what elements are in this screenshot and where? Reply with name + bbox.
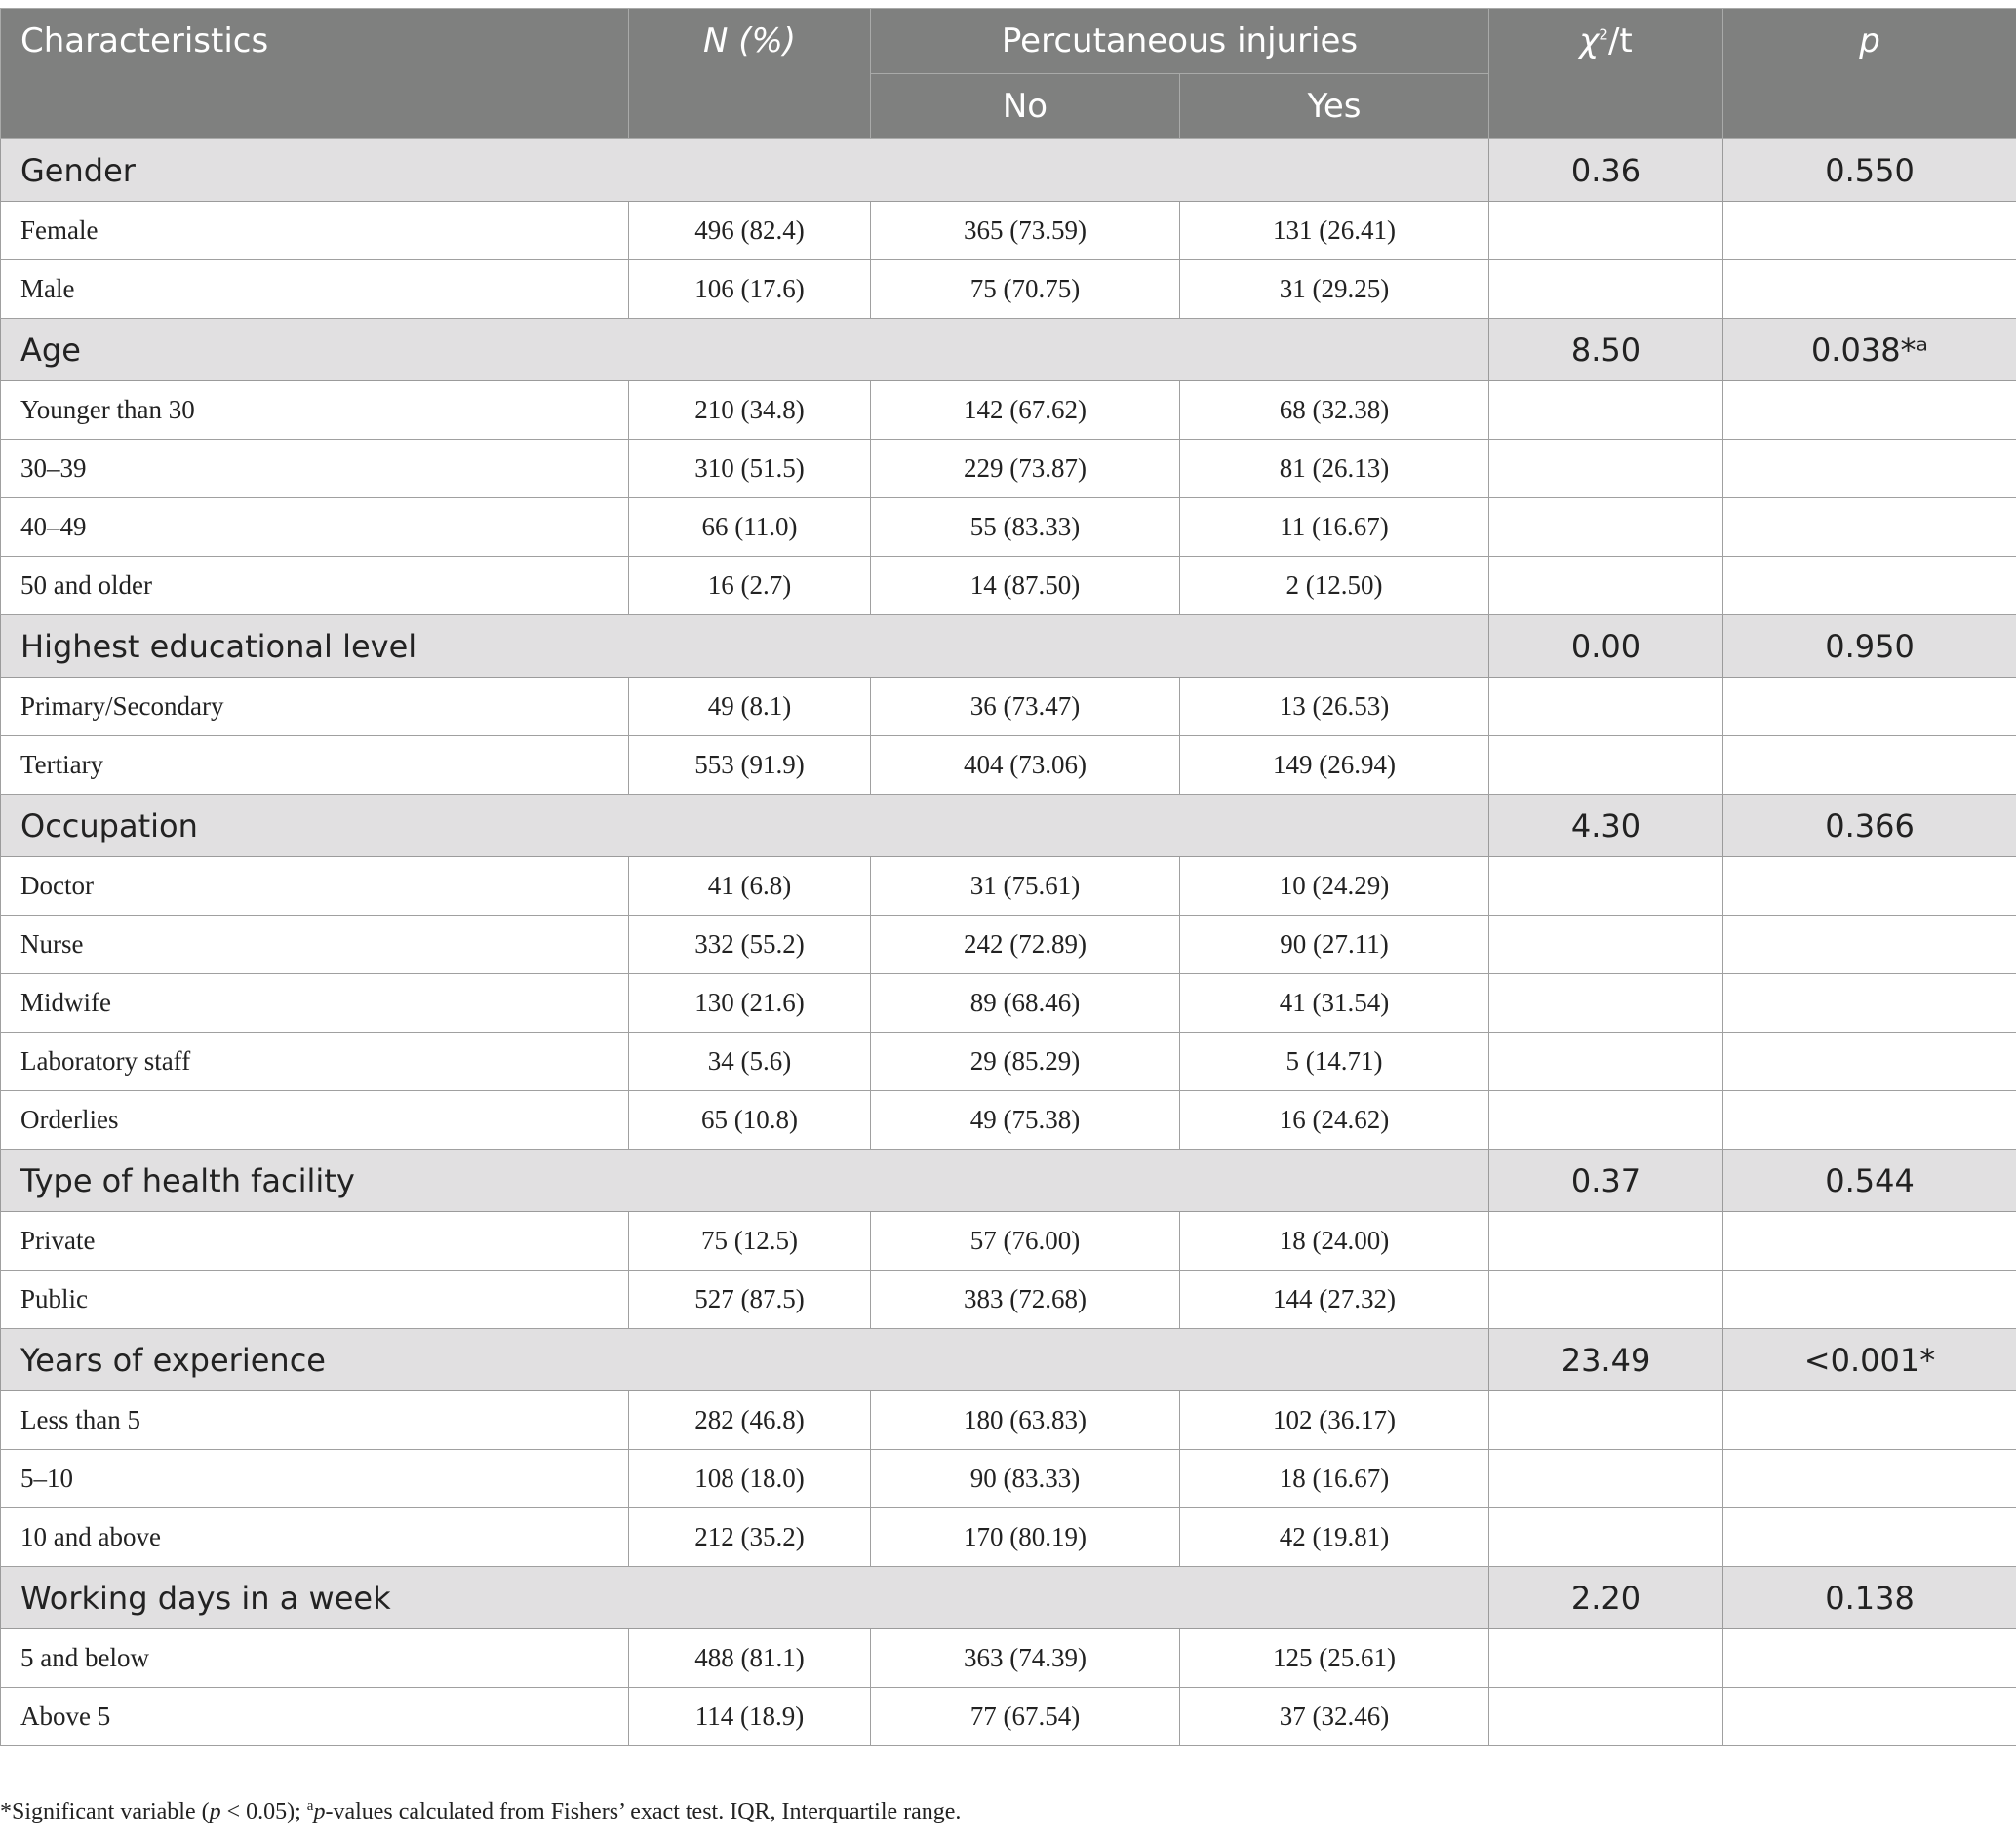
row-injuries-no: 49 (75.38) (871, 1091, 1180, 1150)
group-label: Age (1, 319, 1489, 381)
group-row (1, 1567, 2016, 1629)
table-row (1, 498, 2016, 557)
row-injuries-no: 170 (80.19) (871, 1508, 1180, 1567)
group-chi-t: 4.30 (1489, 795, 1723, 857)
row-empty-p (1723, 557, 2016, 615)
row-empty-p (1723, 857, 2016, 916)
table-row (1, 1091, 2016, 1150)
row-n-percent: 66 (11.0) (629, 498, 871, 557)
table-row (1, 1271, 2016, 1329)
table-row (1, 736, 2016, 795)
row-injuries-yes: 16 (24.62) (1180, 1091, 1489, 1150)
row-label: Primary/Secondary (1, 678, 629, 736)
row-injuries-no: 29 (85.29) (871, 1033, 1180, 1091)
row-injuries-no: 90 (83.33) (871, 1450, 1180, 1508)
row-empty-chi (1489, 916, 1723, 974)
row-injuries-no: 180 (63.83) (871, 1391, 1180, 1450)
row-empty-chi (1489, 974, 1723, 1033)
row-injuries-yes: 31 (29.25) (1180, 260, 1489, 319)
row-empty-p (1723, 498, 2016, 557)
row-label: Private (1, 1212, 629, 1271)
row-empty-chi (1489, 1091, 1723, 1150)
row-empty-chi (1489, 381, 1723, 440)
row-empty-chi (1489, 557, 1723, 615)
row-label: Orderlies (1, 1091, 629, 1150)
row-injuries-yes: 41 (31.54) (1180, 974, 1489, 1033)
row-empty-p (1723, 916, 2016, 974)
row-label: Laboratory staff (1, 1033, 629, 1091)
group-p-value: 0.950 (1723, 615, 2016, 678)
table-row (1, 1629, 2016, 1688)
row-empty-chi (1489, 498, 1723, 557)
row-label: Doctor (1, 857, 629, 916)
header-n-percent (629, 9, 871, 139)
row-injuries-yes: 81 (26.13) (1180, 440, 1489, 498)
table-body (1, 139, 2016, 1746)
row-injuries-no: 363 (74.39) (871, 1629, 1180, 1688)
row-empty-p (1723, 1271, 2016, 1329)
row-n-percent: 527 (87.5) (629, 1271, 871, 1329)
group-chi-t: 0.37 (1489, 1150, 1723, 1212)
row-empty-p (1723, 1033, 2016, 1091)
footnote-p-italic: p (209, 1799, 221, 1824)
row-injuries-yes: 2 (12.50) (1180, 557, 1489, 615)
row-label: Female (1, 202, 629, 260)
row-n-percent: 282 (46.8) (629, 1391, 871, 1450)
table-row (1, 1508, 2016, 1567)
row-empty-p (1723, 440, 2016, 498)
row-n-percent: 41 (6.8) (629, 857, 871, 916)
table-row (1, 202, 2016, 260)
row-injuries-yes: 11 (16.67) (1180, 498, 1489, 557)
group-p-value: 0.366 (1723, 795, 2016, 857)
row-n-percent: 496 (82.4) (629, 202, 871, 260)
table-container (0, 8, 2016, 1746)
group-row (1, 1150, 2016, 1212)
table-row (1, 1450, 2016, 1508)
group-chi-t: 2.20 (1489, 1567, 1723, 1629)
row-empty-p (1723, 1212, 2016, 1271)
row-injuries-no: 31 (75.61) (871, 857, 1180, 916)
row-n-percent: 106 (17.6) (629, 260, 871, 319)
row-empty-chi (1489, 1450, 1723, 1508)
group-row (1, 139, 2016, 202)
row-empty-p (1723, 1629, 2016, 1688)
header-n-percent-label: N (%) (702, 21, 797, 60)
group-chi-t: 23.49 (1489, 1329, 1723, 1391)
row-injuries-no: 142 (67.62) (871, 381, 1180, 440)
row-empty-p (1723, 260, 2016, 319)
row-injuries-no: 77 (67.54) (871, 1688, 1180, 1746)
row-injuries-yes: 10 (24.29) (1180, 857, 1489, 916)
row-injuries-no: 57 (76.00) (871, 1212, 1180, 1271)
row-n-percent: 332 (55.2) (629, 916, 871, 974)
table-row (1, 974, 2016, 1033)
row-empty-p (1723, 1688, 2016, 1746)
group-row (1, 615, 2016, 678)
row-injuries-yes: 18 (16.67) (1180, 1450, 1489, 1508)
row-empty-p (1723, 736, 2016, 795)
group-row (1, 319, 2016, 381)
group-p-value: 0.544 (1723, 1150, 2016, 1212)
table-row (1, 260, 2016, 319)
group-p-value: 0.138 (1723, 1567, 2016, 1629)
group-label: Working days in a week (1, 1567, 1489, 1629)
row-label: Younger than 30 (1, 381, 629, 440)
row-empty-p (1723, 1450, 2016, 1508)
group-label: Gender (1, 139, 1489, 202)
row-empty-chi (1489, 1688, 1723, 1746)
row-injuries-no: 75 (70.75) (871, 260, 1180, 319)
group-chi-t: 8.50 (1489, 319, 1723, 381)
row-injuries-yes: 37 (32.46) (1180, 1688, 1489, 1746)
row-label: 40–49 (1, 498, 629, 557)
table-row (1, 1212, 2016, 1271)
row-empty-p (1723, 1508, 2016, 1567)
row-label: 5 and below (1, 1629, 629, 1688)
row-injuries-yes: 125 (25.61) (1180, 1629, 1489, 1688)
row-injuries-yes: 149 (26.94) (1180, 736, 1489, 795)
group-label: Occupation (1, 795, 1489, 857)
group-label: Years of experience (1, 1329, 1489, 1391)
header-chi-symbol: χ (1579, 21, 1600, 60)
characteristics-table (0, 8, 2016, 1746)
group-label: Type of health facility (1, 1150, 1489, 1212)
row-n-percent: 210 (34.8) (629, 381, 871, 440)
row-injuries-yes: 18 (24.00) (1180, 1212, 1489, 1271)
row-label: 5–10 (1, 1450, 629, 1508)
row-injuries-yes: 144 (27.32) (1180, 1271, 1489, 1329)
table-row (1, 678, 2016, 736)
row-n-percent: 75 (12.5) (629, 1212, 871, 1271)
row-empty-chi (1489, 1271, 1723, 1329)
row-empty-chi (1489, 857, 1723, 916)
row-empty-p (1723, 1391, 2016, 1450)
row-n-percent: 65 (10.8) (629, 1091, 871, 1150)
group-chi-t: 0.36 (1489, 139, 1723, 202)
row-empty-chi (1489, 1212, 1723, 1271)
row-empty-p (1723, 678, 2016, 736)
row-injuries-no: 89 (68.46) (871, 974, 1180, 1033)
table-footnote (0, 1798, 961, 1825)
header-yes: Yes (1180, 74, 1489, 139)
row-empty-chi (1489, 1391, 1723, 1450)
table-row (1, 440, 2016, 498)
table-row (1, 1391, 2016, 1450)
row-injuries-yes: 5 (14.71) (1180, 1033, 1489, 1091)
row-empty-chi (1489, 260, 1723, 319)
row-n-percent: 310 (51.5) (629, 440, 871, 498)
header-no: No (871, 74, 1180, 139)
row-n-percent: 114 (18.9) (629, 1688, 871, 1746)
header-chi-power: 2 (1599, 25, 1608, 44)
row-n-percent: 16 (2.7) (629, 557, 871, 615)
row-label: 10 and above (1, 1508, 629, 1567)
row-label: 30–39 (1, 440, 629, 498)
group-p-value: 0.550 (1723, 139, 2016, 202)
row-injuries-no: 404 (73.06) (871, 736, 1180, 795)
row-injuries-yes: 42 (19.81) (1180, 1508, 1489, 1567)
row-empty-chi (1489, 736, 1723, 795)
row-label: Male (1, 260, 629, 319)
group-row (1, 795, 2016, 857)
row-n-percent: 488 (81.1) (629, 1629, 871, 1688)
header-chi-suffix: /t (1607, 21, 1633, 60)
header-p-label: p (1859, 21, 1880, 60)
row-label: 50 and older (1, 557, 629, 615)
row-label: Midwife (1, 974, 629, 1033)
footnote-part3: -values calculated from Fishers’ exact test. IQR, Interquartile range. (325, 1799, 962, 1824)
row-injuries-no: 365 (73.59) (871, 202, 1180, 260)
row-empty-p (1723, 1091, 2016, 1150)
table-row (1, 1688, 2016, 1746)
row-label: Above 5 (1, 1688, 629, 1746)
row-label: Public (1, 1271, 629, 1329)
row-injuries-no: 242 (72.89) (871, 916, 1180, 974)
row-empty-p (1723, 974, 2016, 1033)
row-label: Less than 5 (1, 1391, 629, 1450)
header-percutaneous-injuries: Percutaneous injuries (871, 9, 1489, 74)
table-row (1, 1033, 2016, 1091)
row-n-percent: 108 (18.0) (629, 1450, 871, 1508)
group-label: Highest educational level (1, 615, 1489, 678)
row-n-percent: 34 (5.6) (629, 1033, 871, 1091)
row-empty-chi (1489, 678, 1723, 736)
row-injuries-yes: 68 (32.38) (1180, 381, 1489, 440)
row-empty-p (1723, 381, 2016, 440)
row-injuries-no: 229 (73.87) (871, 440, 1180, 498)
row-label: Nurse (1, 916, 629, 974)
group-p-value: <0.001* (1723, 1329, 2016, 1391)
row-injuries-no: 383 (72.68) (871, 1271, 1180, 1329)
row-empty-chi (1489, 202, 1723, 260)
row-n-percent: 130 (21.6) (629, 974, 871, 1033)
row-injuries-no: 36 (73.47) (871, 678, 1180, 736)
footnote-part2: < 0.05); (220, 1799, 307, 1824)
group-row (1, 1329, 2016, 1391)
header-chi-t (1489, 9, 1723, 139)
header-p-value (1723, 9, 2016, 139)
table-row (1, 381, 2016, 440)
row-injuries-yes: 102 (36.17) (1180, 1391, 1489, 1450)
row-empty-chi (1489, 1033, 1723, 1091)
group-p-value: 0.038*ᵃ (1723, 319, 2016, 381)
table-row (1, 557, 2016, 615)
row-n-percent: 212 (35.2) (629, 1508, 871, 1567)
row-label: Tertiary (1, 736, 629, 795)
row-empty-chi (1489, 440, 1723, 498)
row-injuries-no: 14 (87.50) (871, 557, 1180, 615)
group-chi-t: 0.00 (1489, 615, 1723, 678)
row-injuries-yes: 90 (27.11) (1180, 916, 1489, 974)
row-injuries-yes: 131 (26.41) (1180, 202, 1489, 260)
row-empty-chi (1489, 1629, 1723, 1688)
row-injuries-no: 55 (83.33) (871, 498, 1180, 557)
table-row (1, 857, 2016, 916)
table-row (1, 916, 2016, 974)
row-injuries-yes: 13 (26.53) (1180, 678, 1489, 736)
row-empty-chi (1489, 1508, 1723, 1567)
table-header (1, 9, 2016, 139)
row-n-percent: 553 (91.9) (629, 736, 871, 795)
footnote-part1: *Significant variable ( (0, 1799, 210, 1824)
footnote-superscript-a: a (306, 1798, 314, 1814)
footnote-p-italic-2: p (313, 1799, 326, 1824)
row-n-percent: 49 (8.1) (629, 678, 871, 736)
row-empty-p (1723, 202, 2016, 260)
header-characteristics: Characteristics (1, 9, 629, 139)
